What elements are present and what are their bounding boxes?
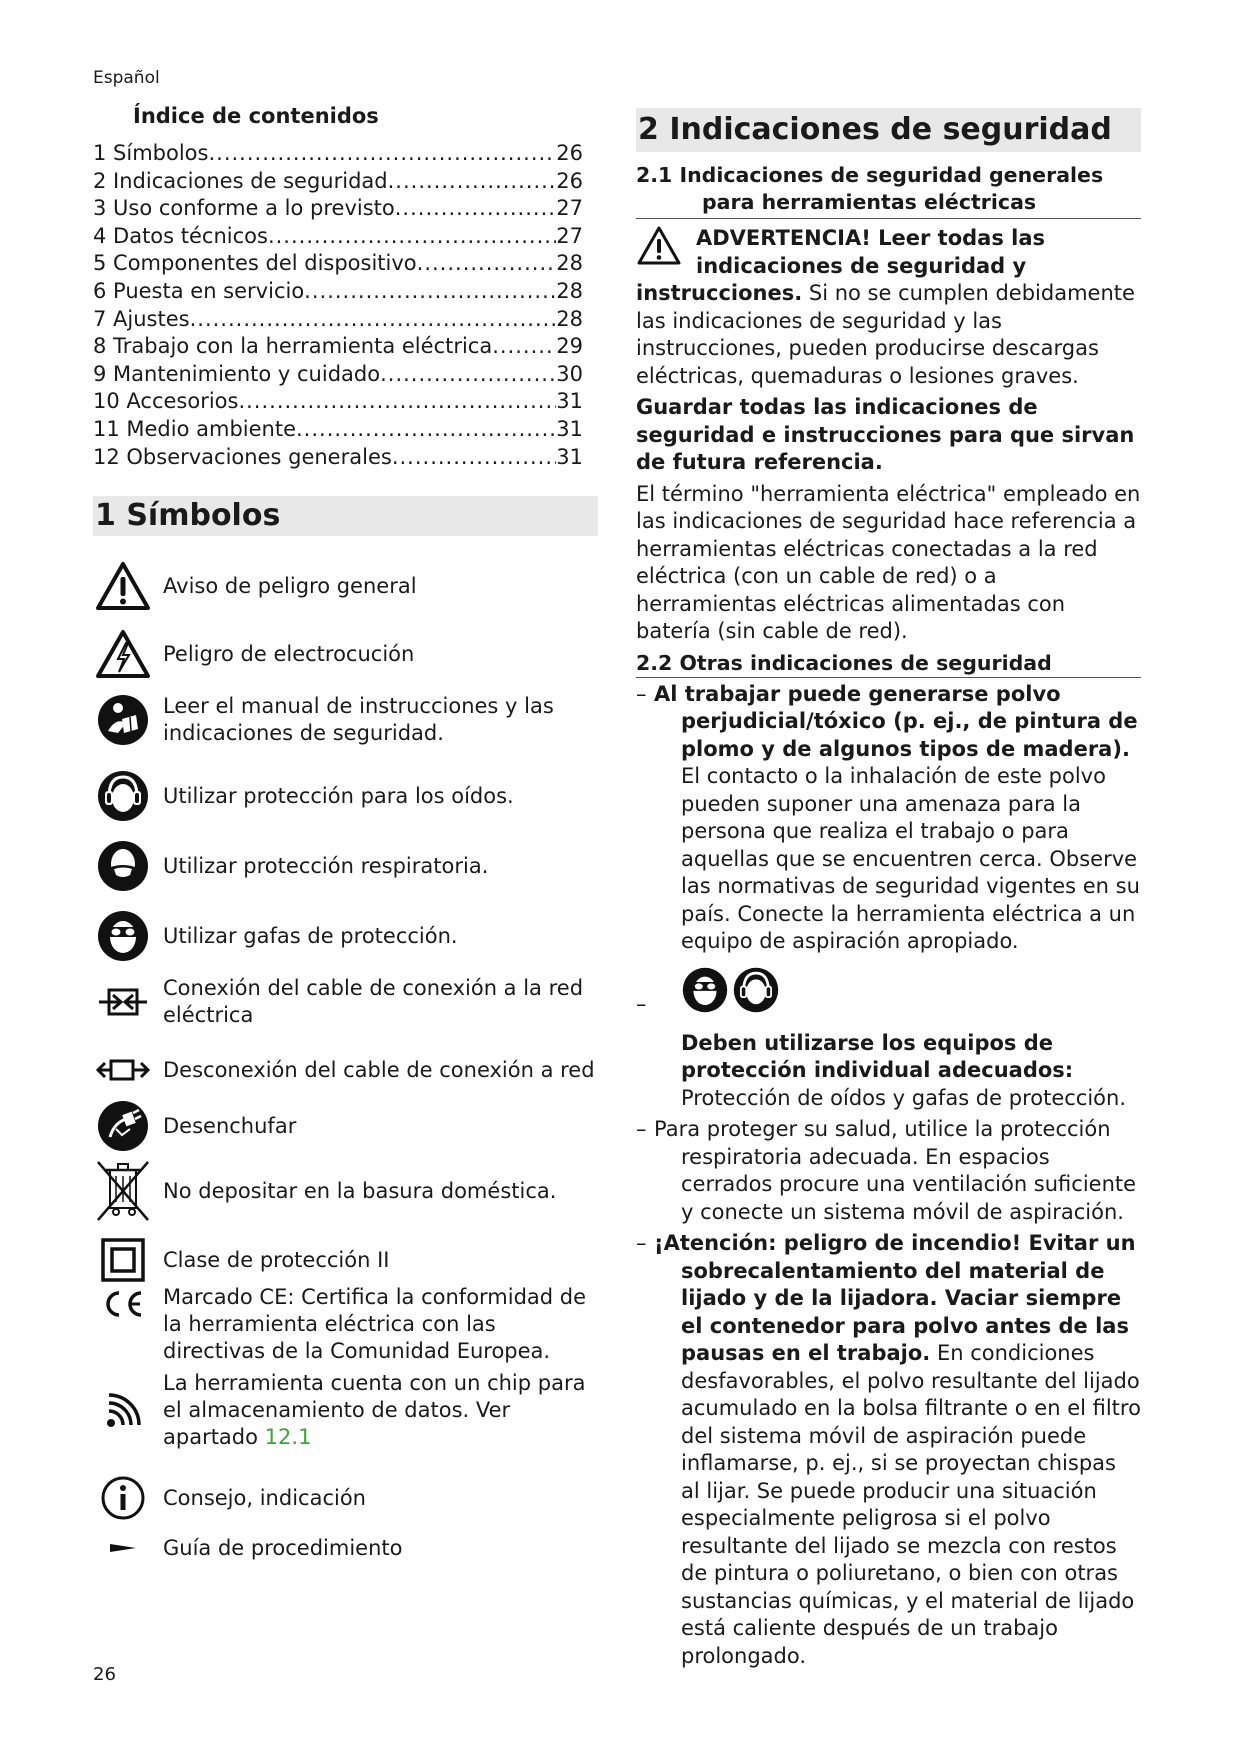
toc-item[interactable]: 6 Puesta en servicio ..... 28 [93, 278, 583, 306]
section-link[interactable]: 12.1 [264, 1425, 312, 1449]
ppe-icons-row: – [636, 962, 1141, 1026]
plug-disconnect-icon [93, 1040, 153, 1100]
toc-item[interactable]: 11 Medio ambiente ..... 31 [93, 416, 583, 444]
read-manual-icon [93, 690, 153, 750]
symbols-heading: 1 Símbolos [93, 496, 598, 536]
general-warning-icon [93, 556, 153, 616]
protection-class-ii-icon [93, 1230, 153, 1290]
symbol-row: Utilizar protección respiratoria. [93, 836, 598, 896]
symbol-row: Desenchufar [93, 1096, 598, 1156]
symbol-row: Conexión del cable de conexión a la red eléctrica [93, 972, 598, 1032]
symbol-row: La herramienta cuenta con un chip para el almacenamiento de datos. Ver apartado 12.1 [93, 1370, 598, 1451]
bullet-respiratory: – Para proteger su salud, utilice la protección respiratoria adecuada. En espacios cerrados procure una ventilación suficiente y conecte un sistema móvil de aspiración. [636, 1117, 1137, 1224]
right-column [636, 108, 1141, 1670]
safety-goggles-icon [93, 906, 153, 966]
term-definition-paragraph: El término "herramienta eléctrica" empleado en las indicaciones de seguridad hace referencia a herramientas eléctricas conectadas a la red eléctrica (con un cable de red) o a herramientas eléctricas alimentadas con batería (sin cable de red). [636, 481, 1141, 643]
unplug-icon [93, 1096, 153, 1156]
safety-heading: 2 Indicaciones de seguridad [636, 108, 1141, 152]
bullet-ppe: Deben utilizarse los equipos de protección individual adecuados: Protección de oídos y gafas de protección. [681, 1030, 1126, 1110]
page-number: 26 [93, 1664, 116, 1685]
symbol-row: Clase de protección II [93, 1230, 598, 1290]
left-column [93, 104, 598, 1560]
symbol-row: Utilizar protección para los oídos. [93, 766, 598, 826]
bullet-fire: – ¡Atención: peligro de incendio! Evitar un sobrecalentamiento del material de lijado y de la lijadora. Vaciar siempre el contenedor para polvo antes de las pausas en el trabajo. En condiciones desfavorables, el polvo resultante del lijado acumulado en la bolsa filtrante o en el filtro del sistema móvil de aspiración puede inflamarse, p. ej., si se proyectan chispas al lijar. Se puede producir una situación especialmente peligrosa si el polvo resultante del lijado se mezcla con restos de pintura o poliuretano, o bien con otras sustancias químicas, y el material de lijado está caliente después de un trabajo prolongado. [636, 1231, 1141, 1668]
toc-item[interactable]: 3 Uso conforme a lo previsto ..... 27 [93, 195, 583, 223]
subsection-heading-2-2: 2.2 Otras indicaciones de seguridad [636, 650, 1141, 678]
toc-item[interactable]: 5 Componentes del dispositivo ..... 28 [93, 250, 583, 278]
toc-item[interactable]: 9 Mantenimiento y cuidado ..... 30 [93, 361, 583, 389]
toc-list [93, 140, 598, 471]
rfid-chip-icon [93, 1381, 153, 1441]
toc-item[interactable]: 2 Indicaciones de seguridad ..... 26 [93, 168, 583, 196]
electric-shock-warning-icon [93, 624, 153, 684]
symbol-row: Guía de procedimiento [93, 1518, 598, 1578]
plug-connect-icon [93, 972, 153, 1032]
symbol-row: Marcado CE: Certifica la conformidad de la herramienta eléctrica con las directivas de la Comunidad Europea. [93, 1284, 598, 1365]
language-label: Español [93, 68, 160, 88]
symbol-row: Peligro de electrocución [93, 624, 598, 684]
procedure-arrow-icon [93, 1518, 153, 1578]
warning-icon [636, 225, 696, 275]
bullet-dust: – Al trabajar puede generarse polvo perjudicial/tóxico (p. ej., de pintura de plomo y de algunos tipos de madera). El contacto o la inhalación de este polvo pueden suponer una amenaza para la persona que realiza el trabajo o para aquellas que se encuentren cerca. Observe las normativas de seguridad vigentes en su país. Conecte la herramienta eléctrica a un equipo de aspiración apropiado. [636, 681, 1140, 953]
subsection-heading-2-1: 2.1 Indicaciones de seguridad generales para herramientas eléctricas [636, 162, 1141, 219]
toc-item[interactable]: 7 Ajustes ..... 28 [93, 306, 583, 334]
symbol-row: Leer el manual de instrucciones y las indicaciones de seguridad. [93, 690, 598, 750]
respiratory-protection-icon [93, 836, 153, 896]
symbol-row: Consejo, indicación [93, 1468, 598, 1528]
safety-goggles-icon [681, 966, 729, 1018]
toc-item[interactable]: 4 Datos técnicos ..... 27 [93, 223, 583, 251]
symbol-row: Aviso de peligro general [93, 556, 598, 616]
ear-protection-icon [93, 766, 153, 826]
symbol-row: Utilizar gafas de protección. [93, 906, 598, 966]
toc-item[interactable]: 10 Accesorios ..... 31 [93, 388, 583, 416]
crossed-bin-icon [93, 1156, 153, 1226]
toc-item[interactable]: 12 Observaciones generales ..... 31 [93, 444, 583, 472]
toc-item[interactable]: 8 Trabajo con la herramienta eléctrica ..... 29 [93, 333, 583, 361]
warning-paragraph: ADVERTENCIA! Leer todas las indicaciones de seguridad y instrucciones. Si no se cumplen debidamente las indicaciones de seguridad y las instrucciones, pueden producirse descargas eléctricas, quemaduras o lesiones graves. [636, 226, 1135, 388]
symbol-row: No depositar en la basura doméstica. [93, 1156, 598, 1226]
toc-title: Índice de contenidos [133, 104, 379, 128]
keep-instructions-paragraph: Guardar todas las indicaciones de seguridad e instrucciones para que sirvan de futura referencia. [636, 395, 1135, 474]
ear-protection-icon [732, 966, 780, 1018]
symbol-row: Desconexión del cable de conexión a red [93, 1040, 598, 1100]
ce-mark-icon [93, 1284, 153, 1322]
toc-item[interactable]: 1 Símbolos ..... 26 [93, 140, 583, 168]
